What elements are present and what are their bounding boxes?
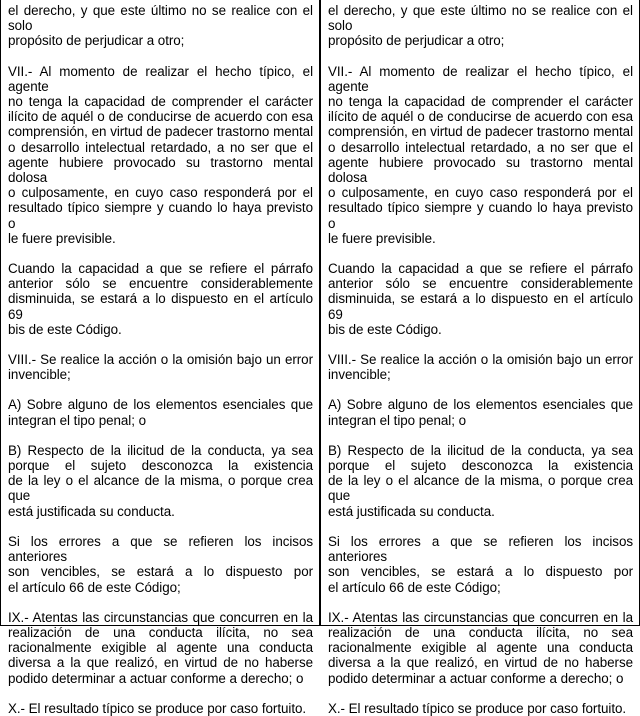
text-line: Si los errores a que se refieren los incisos anteriores	[8, 533, 313, 565]
text-line: anterior sólo se encuentre considerablemente	[328, 276, 633, 292]
paragraph	[8, 352, 313, 382]
paragraph	[8, 64, 313, 246]
left-column	[1, 0, 319, 716]
paragraph	[8, 397, 313, 427]
text-line: disminuida, se estará a lo dispuesto en el artículo 69	[328, 291, 633, 322]
paragraph	[8, 3, 313, 49]
text-line: son vencibles, se estará a lo dispuesto por	[328, 564, 633, 580]
text-line: X.- El resultado típico se produce por caso fortuito.	[328, 700, 627, 716]
paragraph	[328, 610, 633, 686]
paragraph	[328, 3, 633, 49]
text-line: ilícito de aquél o de conducirse de acuerdo con esa	[8, 109, 313, 125]
text-line: agente hubiere provocado su trastorno mental dolosa	[328, 154, 633, 186]
text-line: el derecho, y que este último no se realice con el solo	[328, 3, 633, 34]
paragraph	[328, 64, 633, 246]
text-line: resultado típico siempre y cuando lo haya previsto o	[8, 200, 313, 231]
right-column	[319, 0, 639, 716]
text-line: Si los errores a que se refieren los incisos anteriores	[328, 533, 633, 565]
text-line: no tenga la capacidad de comprender el carácter	[328, 94, 633, 110]
text-line: de la ley o el alcance de la misma, o porque crea que	[328, 473, 633, 504]
text-line: B) Respecto de la ilicitud de la conducta, ya sea	[8, 442, 313, 458]
text-line: propósito de perjudicar a otro;	[328, 33, 505, 49]
paragraph	[8, 443, 313, 519]
text-line: IX.- Atentas las circunstancias que concurren en la	[328, 609, 633, 625]
text-line: ilícito de aquél o de conducirse de acuerdo con esa	[328, 109, 633, 125]
text-line: el artículo 66 de este Código;	[328, 579, 501, 595]
text-line: o culposamente, en cuyo caso responderá por el	[8, 185, 313, 201]
text-line: podido determinar a actuar conforme a derecho; o	[328, 670, 624, 686]
text-line: integran el tipo penal; o	[8, 412, 146, 428]
paragraph	[8, 534, 313, 595]
text-line: racionalmente exigible al agente una conducta	[8, 640, 313, 656]
paragraph	[8, 261, 313, 337]
text-line: le fuere previsible.	[8, 230, 116, 246]
text-line: o desarrollo intelectual retardado, a no ser que el	[8, 139, 313, 155]
text-line: X.- El resultado típico se produce por caso fortuito.	[8, 700, 307, 716]
paragraph	[328, 397, 633, 427]
text-line: comprensión, en virtud de padecer trastorno mental	[8, 124, 313, 140]
text-line: son vencibles, se estará a lo dispuesto por	[8, 564, 313, 580]
paragraph	[328, 701, 633, 716]
text-line: resultado típico siempre y cuando lo haya previsto o	[328, 200, 633, 231]
text-line: porque el sujeto desconozca la existencia	[8, 458, 313, 474]
text-line: el derecho, y que este último no se realice con el solo	[8, 3, 313, 34]
text-line: agente hubiere provocado su trastorno mental dolosa	[8, 154, 313, 186]
text-line: Cuando la capacidad a que se refiere el párrafo	[8, 261, 313, 277]
text-line: anterior sólo se encuentre considerablemente	[8, 276, 313, 292]
text-line: propósito de perjudicar a otro;	[8, 33, 185, 49]
text-line: VII.- Al momento de realizar el hecho típico, el agente	[328, 63, 633, 94]
text-line: porque el sujeto desconozca la existencia	[328, 458, 633, 474]
paragraph	[328, 534, 633, 595]
text-line: A) Sobre alguno de los elementos esenciales que	[8, 397, 313, 413]
text-line: comprensión, en virtud de padecer trastorno mental	[328, 124, 633, 140]
text-line: invencible;	[8, 367, 71, 383]
text-line: Cuando la capacidad a que se refiere el párrafo	[328, 261, 633, 277]
text-line: de la ley o el alcance de la misma, o porque crea que	[8, 473, 313, 504]
text-line: está justificada su conducta.	[328, 503, 495, 519]
text-line: disminuida, se estará a lo dispuesto en el artículo 69	[8, 291, 313, 322]
text-line: VIII.- Se realice la acción o la omisión bajo un error	[328, 352, 633, 368]
text-line: realización de una conducta ilícita, no sea	[328, 624, 633, 640]
text-line: diversa a la que realizó, en virtud de no haberse	[328, 655, 633, 671]
text-line: está justificada su conducta.	[8, 503, 175, 519]
text-line: no tenga la capacidad de comprender el carácter	[8, 94, 313, 110]
text-line: diversa a la que realizó, en virtud de no haberse	[8, 655, 313, 671]
paragraph	[328, 261, 633, 337]
paragraph	[328, 443, 633, 519]
text-line: podido determinar a actuar conforme a derecho; o	[8, 670, 304, 686]
text-line: racionalmente exigible al agente una conducta	[328, 640, 633, 656]
text-line: o culposamente, en cuyo caso responderá por el	[328, 185, 633, 201]
text-line: A) Sobre alguno de los elementos esenciales que	[328, 397, 633, 413]
paragraph	[8, 610, 313, 686]
paragraph	[8, 701, 313, 716]
text-line: el artículo 66 de este Código;	[8, 579, 181, 595]
text-line: invencible;	[328, 367, 391, 383]
paragraph	[328, 352, 633, 382]
text-line: bis de este Código.	[328, 321, 442, 337]
text-line: bis de este Código.	[8, 321, 122, 337]
text-line: VII.- Al momento de realizar el hecho típico, el agente	[8, 63, 313, 94]
text-line: VIII.- Se realice la acción o la omisión bajo un error	[8, 352, 313, 368]
text-line: le fuere previsible.	[328, 230, 436, 246]
text-line: realización de una conducta ilícita, no sea	[8, 624, 313, 640]
text-line: integran el tipo penal; o	[328, 412, 466, 428]
text-line: o desarrollo intelectual retardado, a no ser que el	[328, 139, 633, 155]
text-line: IX.- Atentas las circunstancias que concurren en la	[8, 609, 313, 625]
text-line: B) Respecto de la ilicitud de la conducta, ya sea	[328, 442, 633, 458]
